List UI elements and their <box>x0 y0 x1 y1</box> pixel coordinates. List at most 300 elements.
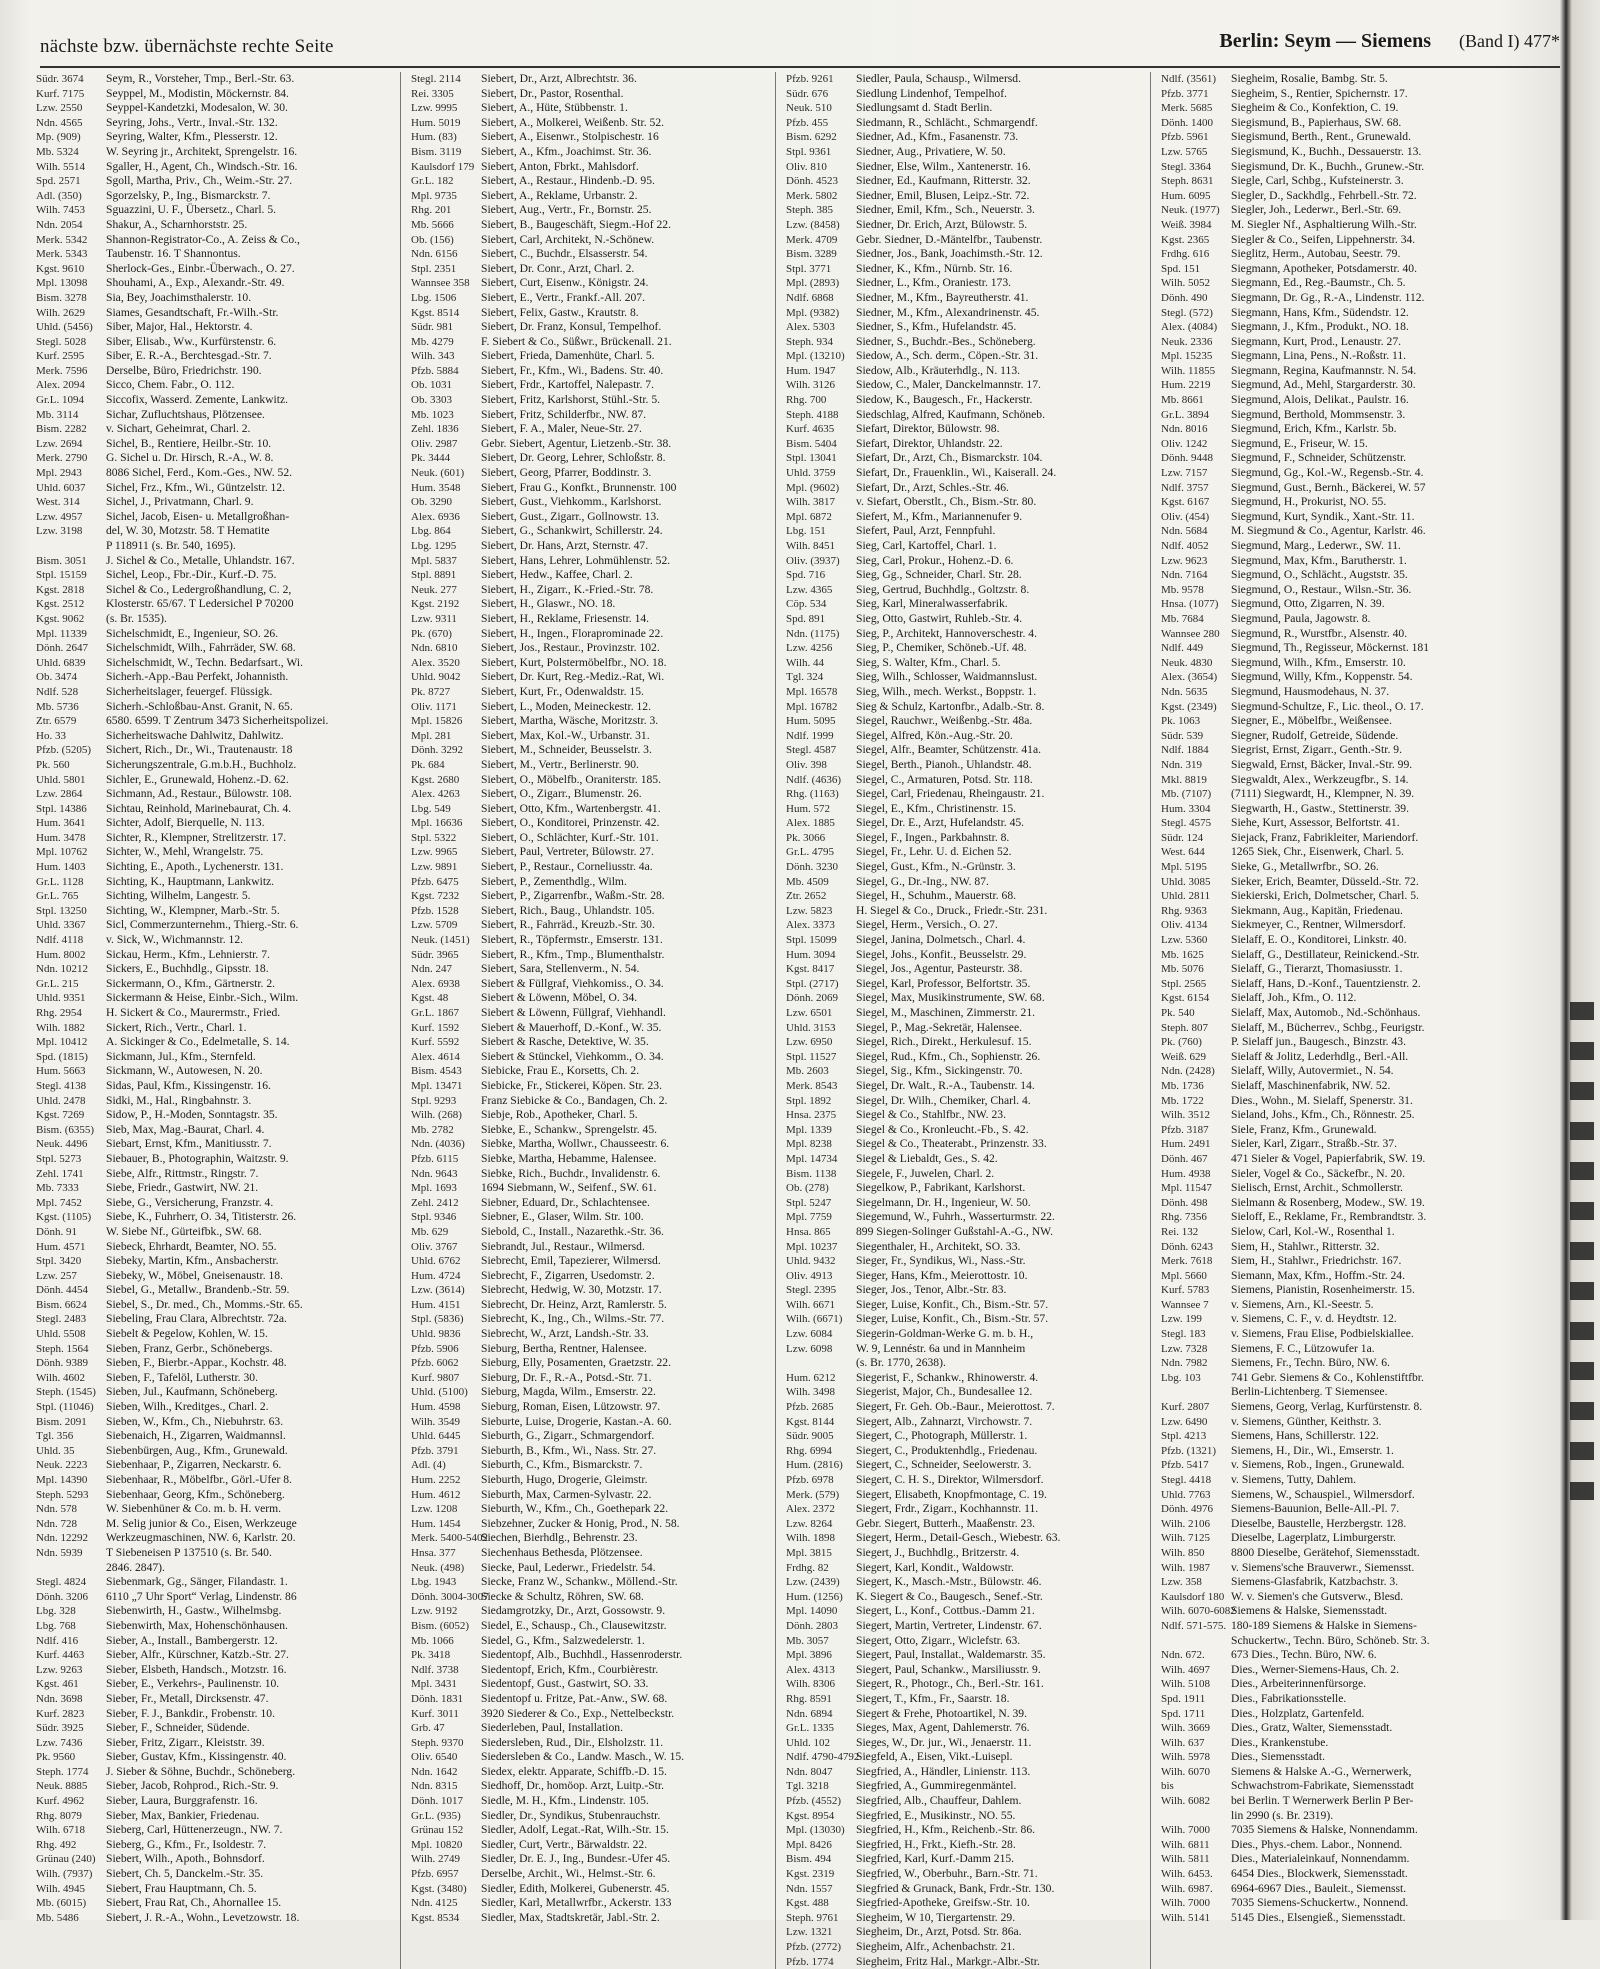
phone-exchange-code: Hum. 1403 <box>36 861 86 874</box>
directory-entry <box>1161 1896 1520 1911</box>
entry-text: Sieber, F. J., Bankdir., Frobenstr. 10. <box>106 1706 275 1720</box>
directory-entry <box>36 1867 394 1882</box>
entry-text: Sieg, Wilh., mech. Werkst., Boppstr. 1. <box>856 684 1037 698</box>
directory-entry <box>411 670 769 685</box>
directory-entry <box>36 320 394 335</box>
entry-text: Sicherungszentrale, G.m.b.H., Buchholz. <box>106 757 297 771</box>
entry-text: Siegwaldt, Alex., Werkzeugfbr., S. 14. <box>1231 772 1409 786</box>
entry-text: Sickermann & Heise, Einbr.-Sich., Wilm. <box>106 991 299 1005</box>
directory-entry <box>1161 583 1520 598</box>
phone-exchange-code: Kgst. (2349) <box>1161 700 1217 713</box>
entry-text: Siebenhaar, Georg, Kfm., Schöneberg. <box>106 1487 285 1501</box>
entry-text: Siebert, Dr. Georg, Lehrer, Schloßstr. 8. <box>481 451 666 465</box>
entry-text: Siebert, Dr. Conr., Arzt, Charl. 2. <box>481 261 635 275</box>
directory-entry <box>786 1590 1144 1605</box>
phone-exchange-code: Mb. 5736 <box>36 700 79 713</box>
directory-entry <box>36 1561 394 1576</box>
directory-entry <box>411 1298 769 1313</box>
entry-text: Siebert, E., Vertr., Frankf.-All. 207. <box>481 290 646 304</box>
phone-exchange-code: Stpl. 9346 <box>411 1211 457 1224</box>
directory-entry <box>786 1079 1144 1094</box>
entry-text: Siebke, Martha, Hebamme, Halensee. <box>481 1151 657 1165</box>
phone-exchange-code: Wilh. 2106 <box>1161 1517 1211 1530</box>
phone-exchange-code: Lzw. 6490 <box>1161 1415 1208 1428</box>
directory-entry <box>786 1458 1144 1473</box>
directory-entry <box>36 627 394 642</box>
phone-exchange-code: Mpl. 1339 <box>786 1123 832 1136</box>
directory-entry <box>36 802 394 817</box>
entry-text: Siemens-Glasfabrik, Katzbachstr. 3. <box>1231 1575 1399 1589</box>
phone-exchange-code: Rhg. (1163) <box>786 788 839 801</box>
entry-text: Sieg, P., Chemiker, Schöneb.-Uf. 48. <box>856 641 1027 655</box>
entry-text: 5145 Dies., Elsengieß., Siemensstadt. <box>1231 1910 1406 1924</box>
directory-entry <box>411 1736 769 1751</box>
entry-text: 1265 Siek, Chr., Eisenwerk, Charl. 5. <box>1231 845 1404 859</box>
directory-entry <box>786 72 1144 87</box>
entry-text: Sieger, Hans, Kfm., Meierottostr. 10. <box>856 1268 1028 1282</box>
directory-entry <box>36 408 394 423</box>
entry-text: Siedner, Ed., Kaufmann, Ritterstr. 32. <box>856 174 1031 188</box>
phone-exchange-code: Kgst. 2818 <box>36 583 85 596</box>
entry-text: Siedner, Else, Wilm., Xantenerstr. 16. <box>856 159 1031 173</box>
directory-entry <box>786 130 1144 145</box>
phone-exchange-code: Lzw. 9263 <box>36 1663 83 1676</box>
directory-entry <box>1161 1356 1520 1371</box>
phone-exchange-code: Lzw. 9311 <box>411 612 457 625</box>
phone-exchange-code: Kgst. 2512 <box>36 598 85 611</box>
entry-text: Siegmund, Gg., Kol.-W., Regensb.-Str. 4. <box>1231 466 1424 480</box>
phone-exchange-code: Grünau (240) <box>36 1853 96 1866</box>
phone-exchange-code: Oliv. 6540 <box>411 1751 458 1764</box>
directory-entry <box>786 1254 1144 1269</box>
phone-exchange-code: Gr.L. 1094 <box>36 394 84 407</box>
entry-text: Sielaff, Hans, D.-Konf., Tauentzienstr. 2. <box>1231 976 1421 990</box>
directory-entry <box>36 1882 394 1897</box>
phone-exchange-code: Hum. 3094 <box>786 948 836 961</box>
phone-exchange-code: Wilh. 850 <box>1161 1546 1205 1559</box>
directory-entry <box>786 437 1144 452</box>
entry-text: Siegfried, A., Gummiregenmäntel. <box>856 1779 1017 1793</box>
phone-exchange-code: Alex. 4313 <box>786 1663 835 1676</box>
directory-entry <box>786 1094 1144 1109</box>
entry-text: W. v. Siemen's che Gutsverw., Blesd. <box>1231 1589 1404 1603</box>
directory-entry <box>786 845 1144 860</box>
entry-text: Sichar, Zufluchtshaus, Plötzensee. <box>106 407 265 421</box>
directory-entry <box>786 1896 1144 1911</box>
phone-exchange-code: Bism. (6355) <box>36 1123 95 1136</box>
directory-entry <box>411 845 769 860</box>
directory-entry <box>411 773 769 788</box>
phone-exchange-code: Ob. (278) <box>786 1182 829 1195</box>
phone-exchange-code: Lzw. 5709 <box>411 919 458 932</box>
phone-exchange-code: Ndn. 5939 <box>36 1546 83 1559</box>
directory-entry <box>786 291 1144 306</box>
phone-exchange-code: Bism. 1138 <box>786 1167 837 1180</box>
entry-text: Siebrecht, F., Zigarren, Usedomstr. 2. <box>481 1268 655 1282</box>
phone-exchange-code: Lzw. (8458) <box>786 218 840 231</box>
entry-text: Siedersleben & Co., Landw. Masch., W. 15. <box>481 1750 685 1764</box>
directory-entry <box>36 1896 394 1911</box>
phone-exchange-code: Mpl. (2893) <box>786 277 840 290</box>
directory-entry <box>36 116 394 131</box>
directory-entry <box>1161 948 1520 963</box>
column-2 <box>411 72 776 1969</box>
directory-entry <box>786 510 1144 525</box>
directory-entry <box>36 291 394 306</box>
phone-exchange-code: Ndn. 5684 <box>1161 525 1208 538</box>
phone-exchange-code: Stpl. 5322 <box>411 831 457 844</box>
entry-text: 6580. 6599. T Zentrum 3473 Sicherheitspolizei. <box>106 714 329 728</box>
entry-text: Siegert, C., Schneider, Seelowerstr. 3. <box>856 1458 1032 1472</box>
directory-entry <box>786 233 1144 248</box>
phone-exchange-code: Hum. 1454 <box>411 1517 461 1530</box>
directory-entry <box>786 378 1144 393</box>
entry-text: Siedler, Adolf, Legat.-Rat, Wilh.-Str. 15. <box>481 1823 669 1837</box>
entry-text: v. Sichart, Geheimrat, Charl. 2. <box>106 422 251 436</box>
directory-entry <box>1161 889 1520 904</box>
entry-text: Sieberg, Carl, Hüttenerzeugn., NW. 7. <box>106 1823 283 1837</box>
entry-text: Sieber, Jacob, Rohprod., Rich.-Str. 9. <box>106 1779 279 1793</box>
phone-exchange-code: Stpl. 3420 <box>36 1255 82 1268</box>
directory-entry <box>411 1152 769 1167</box>
directory-entry <box>36 218 394 233</box>
directory-entry <box>786 203 1144 218</box>
entry-text: Siegner, Rudolf, Getreide, Südende. <box>1231 728 1399 742</box>
entry-text: Sieburth, C., Kfm., Bismarckstr. 7. <box>481 1458 643 1472</box>
volume-page-number: (Band I) 477* <box>1459 31 1560 51</box>
directory-entry <box>786 1604 1144 1619</box>
phone-exchange-code: Kgst. 9062 <box>36 612 85 625</box>
directory-entry <box>1161 1663 1520 1678</box>
entry-text: Siedner, L., Kfm., Oraniestr. 173. <box>856 276 1012 290</box>
directory-entry <box>1161 451 1520 466</box>
entry-text: 8800 Dieselbe, Gerätehof, Siemensstadt. <box>1231 1545 1420 1559</box>
phone-exchange-code: Gr.L. 3894 <box>1161 408 1209 421</box>
directory-entry <box>411 933 769 948</box>
phone-exchange-code: Pfzb. 3187 <box>1161 1123 1209 1136</box>
phone-exchange-code: Spd. 2571 <box>36 175 81 188</box>
entry-text: Siebert & Stünckel, Viehkomm., O. 34. <box>481 1049 664 1063</box>
entry-text: Siegert, K., Masch.-Mstr., Bülowstr. 46. <box>856 1575 1042 1589</box>
phone-exchange-code: Gr.L. 215 <box>36 977 79 990</box>
directory-entry <box>36 845 394 860</box>
entry-text: Siebert, F. A., Maler, Neue-Str. 27. <box>481 422 642 436</box>
directory-entry <box>36 1342 394 1357</box>
phone-exchange-code: Wilh. 7453 <box>36 204 86 217</box>
entry-text: Sieburth, G., Zigarr., Schmargendorf. <box>481 1429 655 1443</box>
entry-text: Sieg, Gertrud, Buchhdlg., Goltzstr. 8. <box>856 582 1030 596</box>
phone-exchange-code: Merk. 5685 <box>1161 102 1213 115</box>
entry-text: Sieburg, Magda, Wilm., Emserstr. 22. <box>481 1385 656 1399</box>
entry-text: Siebenmark, Gg., Sänger, Filandastr. 1. <box>106 1575 288 1589</box>
directory-entry <box>36 1079 394 1094</box>
phone-exchange-code: Mb. (7107) <box>1161 788 1212 801</box>
directory-entry <box>36 1094 394 1109</box>
entry-text: Siebert, Paul, Vertreter, Bülowstr. 27. <box>481 845 654 859</box>
phone-exchange-code: Mpl. 2943 <box>36 467 82 480</box>
directory-entry <box>411 583 769 598</box>
phone-exchange-code: Mb. 3057 <box>786 1634 829 1647</box>
phone-exchange-code: Oliv. 1171 <box>411 700 457 713</box>
entry-text: Siebicke, Frau E., Korsetts, Ch. 2. <box>481 1064 640 1078</box>
entry-text: Siebenbürgen, Aug., Kfm., Grunewald. <box>106 1443 288 1457</box>
entry-text: Siegert, Paul, Installat., Waldemarstr. 35. <box>856 1648 1046 1662</box>
directory-entry <box>786 145 1144 160</box>
phone-exchange-code: Mpl. 8238 <box>786 1138 832 1151</box>
phone-exchange-code: Ob. 3474 <box>36 671 77 684</box>
phone-exchange-code: Wilh. 637 <box>1161 1736 1205 1749</box>
directory-entry <box>36 1677 394 1692</box>
phone-exchange-code: Lzw. 5360 <box>1161 934 1208 947</box>
phone-exchange-code: Uhld. 3085 <box>1161 875 1211 888</box>
directory-entry <box>36 1021 394 1036</box>
entry-text: Siegmund, O., Schlächt., Augststr. 35. <box>1231 568 1408 582</box>
directory-entry <box>411 1123 769 1138</box>
directory-entry <box>786 306 1144 321</box>
phone-exchange-code: Südr. 3674 <box>36 73 84 85</box>
phone-exchange-code: Pfzb. (2772) <box>786 1941 841 1953</box>
phone-exchange-code: Lzw. 358 <box>1161 1576 1202 1589</box>
directory-entry <box>36 130 394 145</box>
entry-text: Siefart, Dr., Arzt, Ch., Bismarckstr. 104. <box>856 451 1043 465</box>
entry-text: Siegel, F., Ingen., Parkbahnstr. 8. <box>856 830 1010 844</box>
phone-exchange-code: Ndn. 6810 <box>411 642 458 655</box>
phone-exchange-code: Steph. 5293 <box>36 1488 89 1501</box>
directory-entry <box>1161 977 1520 992</box>
entry-text: Siegfried, Karl, Kurf.-Damm 215. <box>856 1852 1015 1866</box>
entry-text: Siegismund, B., Papierhaus, SW. 68. <box>1231 115 1402 129</box>
phone-exchange-code: Pfzb. (4552) <box>786 1795 841 1808</box>
entry-text: Sgoll, Martha, Priv., Ch., Weim.-Str. 27. <box>106 174 293 188</box>
phone-exchange-code: Kgst. 8954 <box>786 1809 835 1822</box>
entry-text: Sieg, Carl, Kartoffel, Charl. 1. <box>856 539 997 552</box>
entry-text: Siedersleben, Rud., Dir., Elsholzstr. 11. <box>481 1735 664 1749</box>
entry-text: J. Sichel & Co., Metalle, Uhlandstr. 167. <box>106 553 295 567</box>
phone-exchange-code: Dönh. 490 <box>1161 291 1208 304</box>
entry-text: Siegler, D., Sackhdlg., Fehrbell.-Str. 72. <box>1231 188 1417 202</box>
directory-entry <box>411 87 769 102</box>
directory-entry <box>786 1575 1144 1590</box>
directory-entry <box>36 101 394 116</box>
directory-entry <box>36 670 394 685</box>
directory-entry <box>36 174 394 189</box>
entry-text: Sguazzini, U. F., Übersetz., Charl. 5. <box>106 203 277 217</box>
entry-text: Sielaff, Max, Automob., Nd.-Schönhaus. <box>1231 1006 1421 1019</box>
entry-text: Sickers, E., Buchhdlg., Gipsstr. 18. <box>106 962 269 976</box>
directory-entry <box>411 466 769 481</box>
phone-exchange-code: Ndn. 12292 <box>36 1532 88 1545</box>
phone-exchange-code: Mpl. 5837 <box>411 554 457 567</box>
directory-entry <box>1161 1094 1520 1109</box>
phone-exchange-code: Wilh. (7937) <box>36 1868 93 1881</box>
directory-entry <box>786 1867 1144 1882</box>
phone-exchange-code: Kgst. 2192 <box>411 598 460 611</box>
directory-entry <box>411 116 769 131</box>
directory-entry <box>786 991 1144 1006</box>
phone-exchange-code: Dönh. 467 <box>1161 1152 1208 1165</box>
directory-entry <box>1161 729 1520 744</box>
entry-text: Siebert & Mauerhoff, D.-Konf., W. 35. <box>481 1020 662 1034</box>
directory-entry <box>411 1867 769 1882</box>
directory-entry <box>1161 320 1520 335</box>
entry-text: Siegel, Gust., Kfm., N.-Grünstr. 3. <box>856 860 1016 874</box>
entry-text: Siebert, L., Moden, Meineckestr. 12. <box>481 699 652 713</box>
entry-text: Sieler, Vogel & Co., Säckefbr., N. 20. <box>1231 1166 1405 1180</box>
entry-text: Derselbe, Büro, Friedrichstr. 190. <box>106 363 262 377</box>
directory-entry <box>36 729 394 744</box>
entry-text: Sickert, Rich., Vertr., Charl. 1. <box>106 1020 247 1034</box>
phone-exchange-code: Merk. 4709 <box>786 233 838 246</box>
entry-text: Siegel, Rich., Direkt., Herkulesuf. 15. <box>856 1035 1032 1049</box>
phone-exchange-code: Ndn. 6156 <box>411 248 458 261</box>
entry-text: Siegert, J., Buchhdlg., Britzerstr. 4. <box>856 1545 1020 1559</box>
directory-entry <box>36 1692 394 1707</box>
entry-text: Siebe, K., Fuhrherr, O. 34, Titisterstr. 26. <box>106 1210 297 1224</box>
entry-text: Sieges, W., Dr. jur., Wi., Jenaerstr. 11. <box>856 1735 1032 1749</box>
directory-entry <box>36 349 394 364</box>
directory-entry <box>36 816 394 831</box>
phone-exchange-code: Südr. 3965 <box>411 948 459 961</box>
phone-exchange-code: Neuk. 4496 <box>36 1138 88 1151</box>
directory-entry <box>36 1152 394 1167</box>
phone-exchange-code: Lbg. 103 <box>1161 1371 1201 1384</box>
phone-exchange-code: Steph. 807 <box>1161 1021 1209 1034</box>
entry-text: Siebert, M., Vertr., Berlinerstr. 90. <box>481 757 639 771</box>
phone-exchange-code: Lzw. 4256 <box>786 642 833 655</box>
entry-text: Sieg, Otto, Gastwirt, Ruhleb.-Str. 4. <box>856 611 1023 625</box>
phone-exchange-code: Oliv. 1242 <box>1161 437 1208 450</box>
phone-exchange-code: Pfzb. 2685 <box>786 1401 834 1414</box>
phone-exchange-code: Bism. (6052) <box>411 1619 470 1632</box>
phone-exchange-code: Wilh. 343 <box>411 350 455 363</box>
directory-entry <box>1161 1838 1520 1853</box>
directory-entry <box>786 627 1144 642</box>
entry-text: Sielaff, Willy, Autovermiet., N. 54. <box>1231 1064 1394 1078</box>
phone-exchange-code <box>36 539 106 554</box>
directory-entry <box>411 1064 769 1079</box>
page-header <box>1219 30 1560 53</box>
entry-text: Sieburth, W., Kfm., Ch., Goethepark 22. <box>481 1502 669 1516</box>
entry-text: Siemens, F. C., Lützowufer 1a. <box>1231 1341 1375 1355</box>
entry-text: Dies., Holzplatz, Gartenfeld. <box>1231 1706 1365 1720</box>
entry-text: Siebert, Fritz, Karlshorst, Stühl.-Str. 5. <box>481 393 661 407</box>
directory-entry <box>411 320 769 335</box>
directory-entry <box>36 656 394 671</box>
directory-entry <box>786 1021 1144 1036</box>
entry-text: Sichting, W., Klempner, Marb.-Str. 5. <box>106 903 280 917</box>
entry-text: 7035 Siemens-Schuckertw., Nonnend. <box>1231 1896 1409 1910</box>
entry-text: Sichter, W., Mehl, Wrangelstr. 75. <box>106 845 264 859</box>
phone-exchange-code: Alex. 2372 <box>786 1503 835 1516</box>
entry-text: Sielisch, Ernst, Archit., Schmollerstr. <box>1231 1181 1403 1195</box>
phone-exchange-code: Ndn. (2428) <box>1161 1065 1215 1078</box>
directory-entry <box>36 1838 394 1853</box>
entry-text: Siegismund, Berth., Rent., Grunewald. <box>1231 130 1412 144</box>
directory-entry <box>36 1736 394 1751</box>
directory-entry <box>786 160 1144 175</box>
entry-text: Siem, H., Stahlwr., Ritterstr. 32. <box>1231 1239 1380 1253</box>
phone-exchange-code: Ndn. 8016 <box>1161 423 1208 436</box>
phone-exchange-code: Mpl. 7759 <box>786 1211 832 1224</box>
directory-entry <box>1161 1852 1520 1867</box>
phone-exchange-code: Ndn. 247 <box>411 963 452 976</box>
directory-entry <box>786 1663 1144 1678</box>
phone-exchange-code: Rhg. 2954 <box>36 1007 82 1019</box>
entry-text: v. Siemens, Arn., Kl.-Seestr. 5. <box>1231 1297 1374 1311</box>
directory-entry <box>1161 1312 1520 1327</box>
directory-entry <box>411 349 769 364</box>
directory-entry <box>411 1356 769 1371</box>
entry-text: Sichting, E., Apoth., Lychenerstr. 131. <box>106 860 284 874</box>
directory-entry <box>1161 1604 1520 1619</box>
entry-text: Sieburg, Dr. F., R.-A., Potsd.-Str. 71. <box>481 1370 652 1384</box>
phone-exchange-code: Hum. 2219 <box>1161 379 1211 392</box>
phone-exchange-code: Mb. 1722 <box>1161 1094 1204 1107</box>
directory-entry <box>411 1779 769 1794</box>
phone-exchange-code: Lbg. 549 <box>411 802 451 815</box>
phone-exchange-code: Gr.L. (935) <box>411 1809 461 1822</box>
directory-entry <box>36 743 394 758</box>
directory-entry <box>36 1385 394 1400</box>
entry-text: Siegrist, Ernst, Zigarr., Genth.-Str. 9. <box>1231 743 1402 757</box>
directory-entry <box>786 1852 1144 1867</box>
phone-exchange-code: Gr.L. 182 <box>411 175 454 188</box>
phone-exchange-code: Wilh. 2629 <box>36 306 86 319</box>
phone-exchange-code: Ndn. 4125 <box>411 1897 458 1910</box>
directory-entry <box>36 1634 394 1649</box>
phone-exchange-code: Mpl. 5660 <box>1161 1269 1207 1282</box>
entry-text: Siegmund, Alois, Delikat., Paulstr. 16. <box>1231 393 1409 407</box>
entry-text: Gebr. Siegert, Butterh., Maaßenstr. 23. <box>856 1516 1036 1530</box>
phone-exchange-code: Grb. 47 <box>411 1722 445 1735</box>
directory-entry <box>1161 1167 1520 1182</box>
entry-text: Siebert, O., Zigarr., Blumenstr. 26. <box>481 787 642 801</box>
entry-text: Siebert, P., Zigarrenfbr., Waßm.-Str. 28. <box>481 889 665 903</box>
entry-text: Siegler & Co., Seifen, Lippehnerstr. 34. <box>1231 232 1416 246</box>
phone-exchange-code: Mpl. 7452 <box>36 1196 82 1209</box>
directory-entry <box>411 816 769 831</box>
phone-exchange-code: Kgst. 2319 <box>786 1868 835 1881</box>
phone-exchange-code: Pfzb. 9261 <box>786 73 834 85</box>
directory-entry <box>411 1415 769 1430</box>
directory-entry <box>786 1721 1144 1736</box>
entry-text: W. Seyring jr., Architekt, Sprengelstr. 16. <box>106 144 298 158</box>
directory-entry <box>36 1429 394 1444</box>
entry-text: Siegel, P., Mag.-Sekretär, Halensee. <box>856 1020 1022 1034</box>
entry-text: Sichel, Jacob, Eisen- u. Metallgroßhan- <box>106 509 290 523</box>
entry-text: Sieglitz, Herm., Autobau, Seestr. 79. <box>1231 247 1401 261</box>
entry-text: Siedel, G., Kfm., Salzwedelerstr. 1. <box>481 1633 645 1647</box>
directory-entry <box>1161 627 1520 642</box>
phone-exchange-code: Wilh. 1882 <box>36 1021 86 1034</box>
directory-entry <box>786 1517 1144 1532</box>
phone-exchange-code: Lbg. 1506 <box>411 291 457 304</box>
phone-exchange-code: Kurf. 4463 <box>36 1649 85 1662</box>
directory-entry <box>411 262 769 277</box>
entry-text: Siebenhaar, P., Zigarren, Neckarstr. 6. <box>106 1458 282 1472</box>
phone-exchange-code: Wilh. 6718 <box>36 1824 86 1837</box>
phone-exchange-code: Merk. 5400-5402 <box>411 1532 488 1545</box>
entry-text: Siehe, Kurt, Assessor, Belfortstr. 41. <box>1231 816 1400 830</box>
entry-text: Siegel, Jos., Agentur, Pasteurstr. 38. <box>856 962 1023 976</box>
phone-exchange-code: Ndn. 5635 <box>1161 685 1208 698</box>
directory-entry <box>411 1196 769 1211</box>
entry-text: Sieben, F., Tafelöl, Lutherstr. 30. <box>106 1370 258 1384</box>
directory-entry <box>36 889 394 904</box>
directory-entry <box>36 641 394 656</box>
directory-entry <box>1161 802 1520 817</box>
entry-text: Siebert, Carl, Architekt, N.-Schönew. <box>481 232 655 246</box>
